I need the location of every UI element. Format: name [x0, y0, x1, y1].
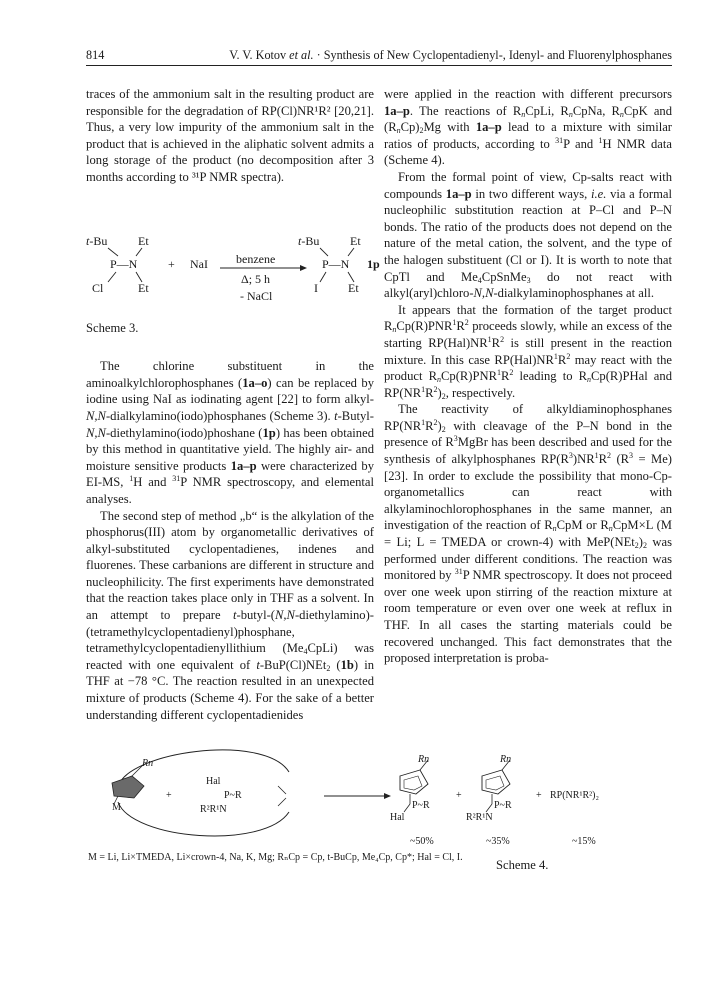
- right-column: [384, 86, 672, 667]
- s3-tbu: t-Bu: [86, 233, 108, 248]
- running-title: V. V. Kotov et al. · Synthesis of New Cyclopentadienyl-, Idenyl- and Fluorenylphosphanes: [229, 48, 672, 62]
- s4-r2r1n: R²R¹N: [200, 804, 227, 815]
- s4-m: M: [112, 802, 121, 813]
- s4-hal: Hal: [206, 776, 221, 787]
- left-column: [86, 86, 380, 723]
- s3-product-tbu: t-Bu: [298, 233, 320, 248]
- s3-arrow-top: benzene: [236, 251, 276, 266]
- s3-cl: Cl: [92, 280, 104, 295]
- s4-yield-1: ~50%: [410, 836, 434, 847]
- s3-nai: NaI: [190, 256, 208, 271]
- s3-product-pn: P—N: [322, 256, 350, 271]
- page-number: 814: [86, 48, 105, 62]
- running-header: [86, 46, 672, 66]
- s3-arrow-bottom-1: Δ; 5 h: [241, 271, 271, 286]
- s4-prod2-rn: Rn: [500, 754, 512, 765]
- s4-rn: Rn: [142, 758, 154, 769]
- s3-product-i: I: [314, 280, 318, 295]
- s3-et2: Et: [138, 280, 149, 295]
- scheme-4-caption: Scheme 4.: [496, 858, 549, 872]
- scheme-3: [86, 216, 380, 316]
- left-paragraph-2: The chlorine substituent in the aminoalkylchlorophosphanes (1a–o) can be replaced by iodine using NaI as iodinating agent [22] to form alkyl-N,N-dialkylamino(iodo)phosphanes (Scheme 3). t-Butyl-N,N-diethylamino(iodo)phoshane (1p) has been obtained by this method in quantitative yield. The highly air- and moisture sensitive products 1a–p were characterized by EI-MS, $^1$H and $^{31}$P NMR spectroscopy, and elemental analyses.: [86, 359, 374, 506]
- right-paragraph-4: The reactivity of alkyldiaminophosphanes $RP(NR^1R^2)_2$ with cleavage of the P–N bond in the presence of $R^3MgBr$ has been described and used for the synthesis of alkylphosphanes $RP(R^3)NR^1R^2$ $(R^3 = Me)$ [23]. In order to exclude the possibility that mono-Cp-organometallics can react with alkylaminochlorophosphanes in the same manner, an investigation of the reaction of $R_nCpM$ or $R_nCpM\times L$ (M = Li; L = TMEDA or crown-4) with $MeP(NEt_2)_2$ was performed under different conditions. The reaction was monitored by $^{31}$P NMR spectroscopy. It does not proceed over one week upon stirring of the reaction mixture at room temperature or even over one week at reflux in THF. In all cases the starting materials could be recovered unchanged. This fact demonstrates that the proposed interpretation is proba-: [384, 402, 673, 666]
- left-paragraph-3: The second step of method „b“ is the alkylation of the phosphorus(III) atom by organometallic derivatives of alkyl-substituted cyclopentadienes, indenes and fluorenes. These carbanions are different in structure and nucleophilicity. The first experiments have demonstrated that the reaction takes place only in THF as a solvent. In an attempt to prepare t-butyl-(N,N-diethylamino)-(tetramethylcyclopentadienyl)phosphane, tetramethylcyclopentadienyllithium $(Me_4CpLi)$ was reacted with one equivalent of t-BuP(Cl)NEt$_2$ (1b) in THF at −78 °C. The reaction resulted in an unexpected mixture of products (Scheme 4). For the sake of a better understanding different cyclopentadienides: [86, 508, 375, 722]
- s4-plus-3: +: [536, 790, 542, 801]
- scheme-4-footnote: M = Li, Li×TMEDA, Li×crown-4, Na, K, Mg; RₙCp = Cp, t-BuCp, Me₄Cp, Cp*; Hal = Cl, I.: [88, 852, 463, 863]
- s4-prod2-n: R²R¹N: [466, 812, 493, 823]
- s4-plus-2: +: [456, 790, 462, 801]
- right-paragraph-1: were applied in the reaction with different precursors 1a–p. The reactions of $R_nCpLi$, $R_nCpNa$, $R_nCpK$ and $(R_nCp)_2Mg$ with 1a–p lead to a mixture with similar ratios of products, according to $^{31}$P and $^1$H NMR data (Scheme 4).: [384, 87, 673, 168]
- s4-prod1-pr: P~R: [412, 800, 430, 811]
- s4-product-3: RP(NR¹R²)₂: [550, 790, 599, 801]
- scheme-4: [84, 740, 684, 950]
- right-paragraph-2: From the formal point of view, Cp-salts react with compounds 1a–p in two different ways, i.e. via a formal nucleophilic substitution reaction at P–Cl and P–N bonds. The ratio of the products does not depend on the nature of the metal cation, the solvent, and the type of the halogen substituent (Cl or I). It is worth to note that CpTl and $Me_4CpSnMe_3$ do not react with alkyl(aryl)chloro-N,N-dialkylaminophosphanes at all.: [384, 169, 672, 301]
- right-paragraph-3: It appears that the formation of the target product $R_nCp(R)PNR^1R^2$ proceeds slowly, while an excess of the starting $RP(Hal)NR^1R^2$ is still present in the reaction mixture. In this case $RP(Hal)NR^1R^2$ may react with the product $R_nCp(R)PNR^1R^2$ leading to $R_nCp(R)PHal$ and $RP(NR^1R^2)_2$, respectively.: [384, 302, 672, 401]
- s3-product-label: 1p: [367, 256, 380, 271]
- s4-pr: P~R: [224, 790, 242, 801]
- left-paragraph-1: traces of the ammonium salt in the resulting product are responsible for the degradation of RP(Cl)NR¹R² [20,21]. Thus, a very low impurity of the ammonium salt in the product that is achieved in the aliphatic solvent admits a long storage of the product (no decomposition after 3 months according to ³¹P NMR spectra).: [86, 87, 374, 184]
- s4-yield-3: ~15%: [572, 836, 596, 847]
- s3-product-et1: Et: [350, 233, 361, 248]
- s4-prod1-rn: Rn: [418, 754, 430, 765]
- scheme-3-caption: Scheme 3.: [86, 320, 139, 335]
- s3-arrow-bottom-2: - NaCl: [240, 288, 273, 303]
- s4-prod2-pr: P~R: [494, 800, 512, 811]
- s3-plus: +: [168, 256, 175, 271]
- s3-product-et2: Et: [348, 280, 359, 295]
- s3-et1: Et: [138, 233, 149, 248]
- s4-yield-2: ~35%: [486, 836, 510, 847]
- s4-prod1-hal: Hal: [390, 812, 405, 823]
- s3-pn: P—N: [110, 256, 138, 271]
- s4-plus-1: +: [166, 790, 172, 801]
